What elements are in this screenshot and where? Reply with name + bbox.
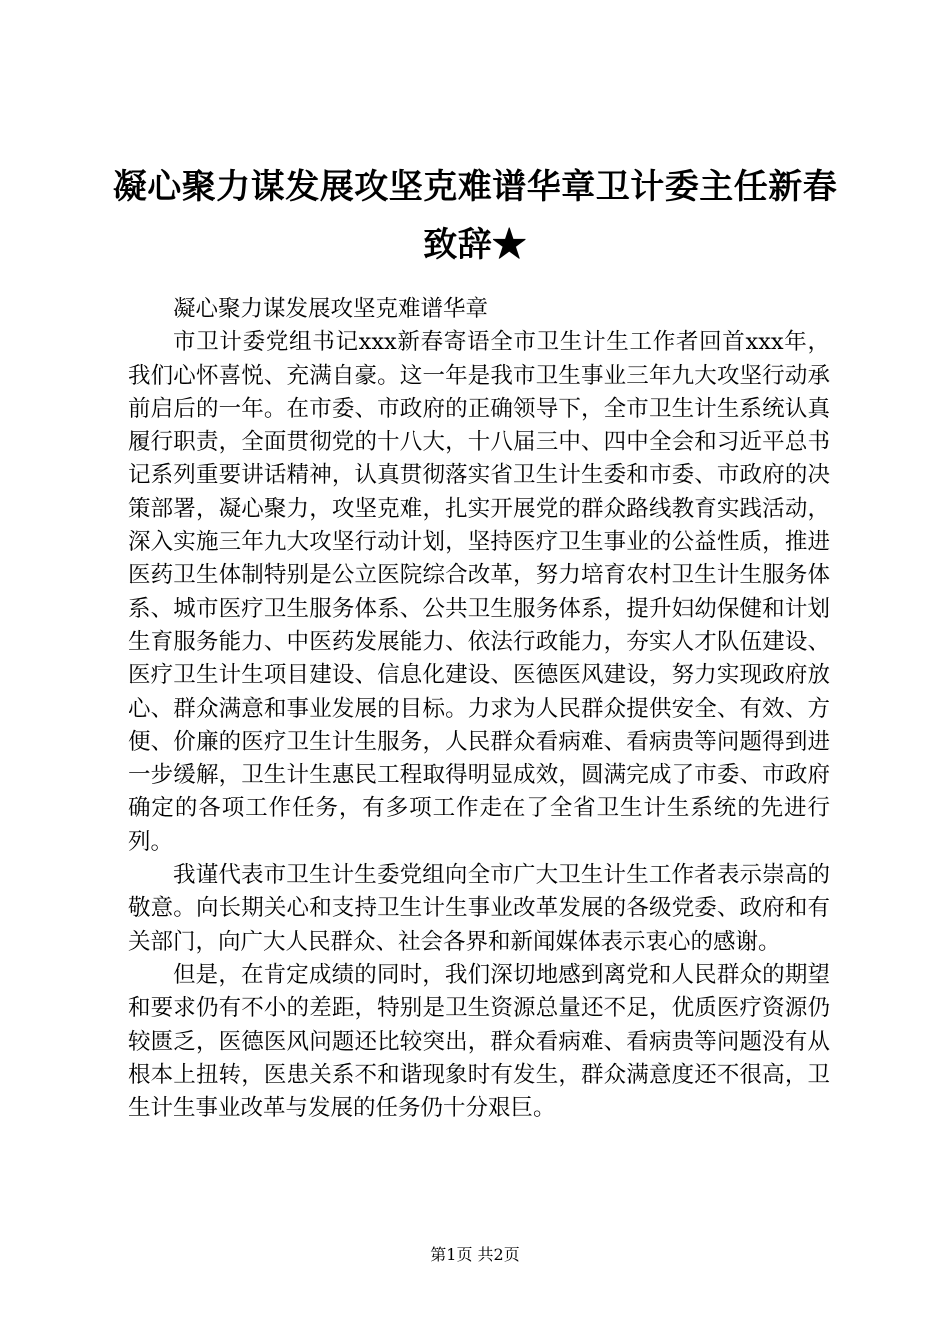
body-paragraph: 我谨代表市卫生计生委党组向全市广大卫生计生工作者表示崇高的敬意。向长期关心和支持卫生计生事业改革发展的各级党委、政府和有关部门，向广大人民群众、社会各界和新闻媒体表示衷心的感谢。 bbox=[128, 862, 830, 955]
page-number: 第1页 共2页 bbox=[430, 1245, 520, 1264]
body-paragraph: 市卫计委党组书记xxx新春寄语全市卫生计生工作者回首xxx年，我们心怀喜悦、充满自豪。这一年是我市卫生事业三年九大攻坚行动承前启后的一年。在市委、市政府的正确领导下，全市卫生计生系统认真履行职责，全面贯彻党的十八大，十八届三中、四中全会和习近平总书记系列重要讲话精神，认真贯彻落实省卫生计生委和市委、市政府的决策部署，凝心聚力，攻坚克难，扎实开展党的群众路线教育实践活动，深入实施三年九大攻坚行动计划，坚持医疗卫生事业的公益性质，推进医药卫生体制特别是公立医院综合改革，努力培育农村卫生计生服务体系、城市医疗卫生服务体系、公共卫生服务体系，提升妇幼保健和计划生育服务能力、中医药发展能力、依法行政能力，夯实人才队伍建设、医疗卫生计生项目建设、信息化建设、医德医风建设，努力实现政府放心、群众满意和事业发展的目标。力求为人民群众提供安全、有效、方便、价廉的医疗卫生计生服务，人民群众看病难、看病贵等问题得到进一步缓解，卫生计生惠民工程取得明显成效，圆满完成了市委、市政府确定的各项工作任务，有多项工作走在了全省卫生计生系统的先进行列。 bbox=[128, 329, 830, 855]
document-title: 凝心聚力谋发展攻坚克难谱华章卫计委主任新春致辞★ bbox=[112, 167, 838, 265]
page-footer bbox=[0, 1244, 950, 1266]
body-paragraph: 但是，在肯定成绩的同时，我们深切地感到离党和人民群众的期望和要求仍有不小的差距，特别是卫生资源总量还不足，优质医疗资源仍较匮乏，医德医风问题还比较突出，群众看病难、看病贵等问题没有从根本上扭转，医患关系不和谐现象时有发生，群众满意度还不很高，卫生计生事业改革与发展的任务仍十分艰巨。 bbox=[128, 961, 830, 1122]
document-body bbox=[128, 293, 830, 1125]
subtitle-paragraph: 凝心聚力谋发展攻坚克难谱华章 bbox=[173, 296, 489, 322]
